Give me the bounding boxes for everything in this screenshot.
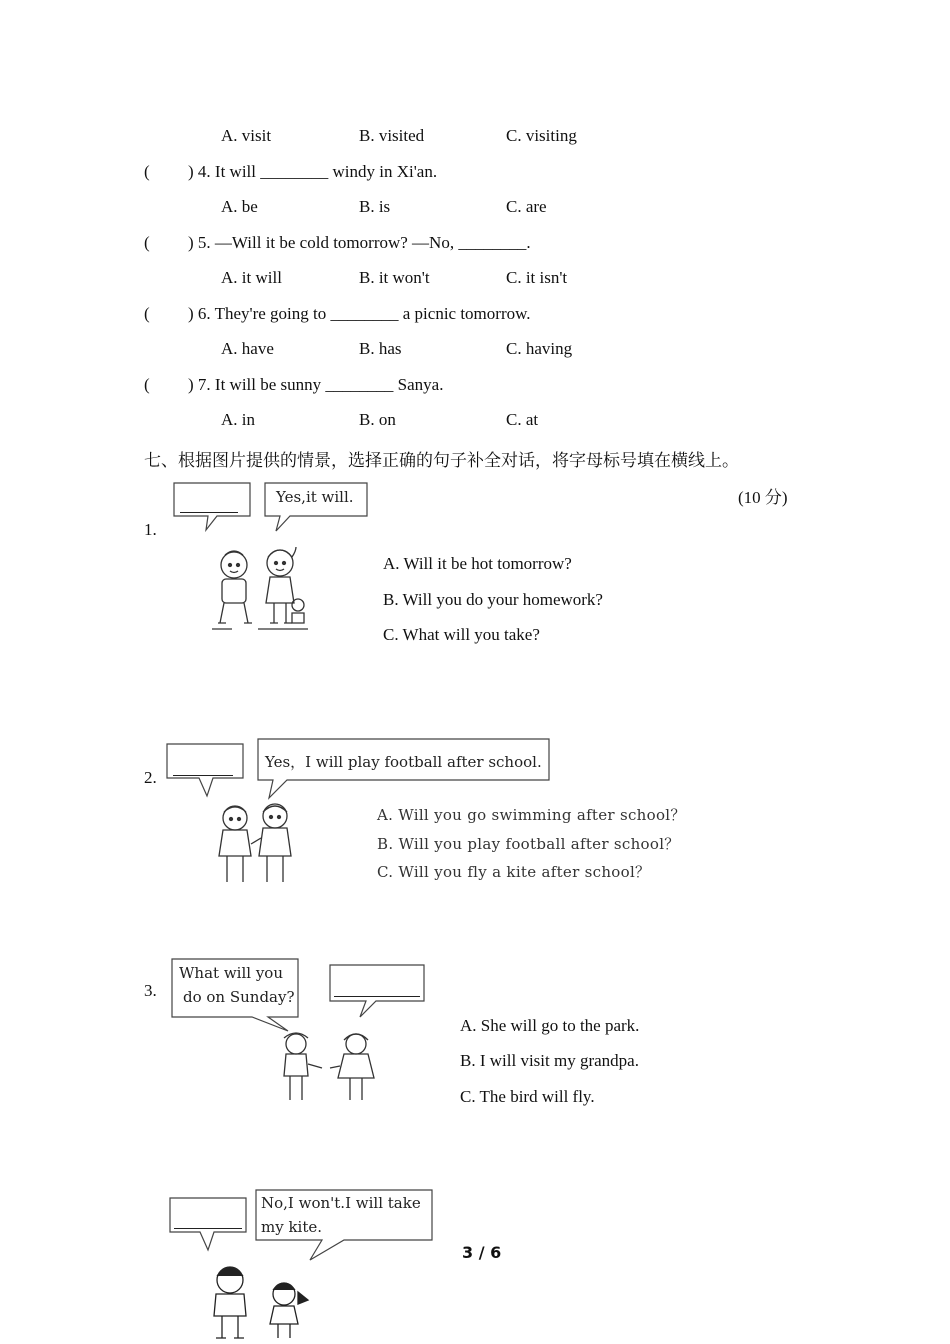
q4-paren: ( <box>144 162 150 181</box>
q7-option-a: A. in <box>221 410 255 429</box>
q5-option-a: A. it will <box>221 268 282 287</box>
q6-stem: ) 6. They're going to ________ a picnic tomorrow. <box>188 304 531 323</box>
section-title: 七、根据图片提供的情景，选择正确的句子补全对话，将字母标号填在横线上。 <box>144 451 739 470</box>
item1-option-a: A. Will it be hot tomorrow? <box>383 554 572 573</box>
item3-answer-blank[interactable] <box>334 996 420 997</box>
item3-option-a: A. She will go to the park. <box>460 1016 640 1035</box>
q3-option-b: B. visited <box>359 126 425 145</box>
item2-option-c: C. Will you fly a kite after school？ <box>377 863 651 881</box>
q5-paren: ( <box>144 233 150 252</box>
q4-stem: ) 4. It will ________ windy in Xi'an. <box>188 162 438 181</box>
q4-option-a: A. be <box>221 197 258 216</box>
boys-talking-icon <box>215 800 297 888</box>
q4-option-b: B. is <box>359 197 391 216</box>
item2-bubble-text: Yes，I will play football after school. <box>265 753 542 771</box>
item3-bubble-line2: do on Sunday? <box>183 988 295 1006</box>
q7-paren: ( <box>144 375 150 394</box>
q6-option-b: B. has <box>359 339 402 358</box>
item1-answer-blank[interactable] <box>180 512 238 513</box>
q4-option-c: C. are <box>506 197 547 216</box>
q3-option-c: C. visiting <box>506 126 577 145</box>
q3-option-a: A. visit <box>221 126 272 145</box>
q6-paren: ( <box>144 304 150 323</box>
q6-option-a: A. have <box>221 339 274 358</box>
q7-option-c: C. at <box>506 410 539 429</box>
item3-bubble-line1: What will you <box>179 964 283 982</box>
page-number: 3 / 6 <box>462 1243 502 1262</box>
girls-talking-icon <box>274 1030 382 1104</box>
children-walking-icon <box>208 543 310 633</box>
item2-option-b: B. Will you play football after school？ <box>377 835 680 853</box>
q7-stem: ) 7. It will be sunny ________ Sanya. <box>188 375 444 394</box>
boy-and-girl-icon <box>204 1262 320 1342</box>
q7-option-b: B. on <box>359 410 396 429</box>
item4-bubble-line1: No,I won't.I will take <box>261 1194 421 1212</box>
item2-number: 2. <box>144 768 157 787</box>
q5-option-c: C. it isn't <box>506 268 568 287</box>
item3-number: 3. <box>144 981 157 1000</box>
item1-number: 1. <box>144 520 157 539</box>
item1-option-b: B. Will you do your homework? <box>383 590 603 609</box>
q5-option-b: B. it won't <box>359 268 430 287</box>
item1-bubble-text: Yes,it will. <box>276 488 354 506</box>
item3-option-b: B. I will visit my grandpa. <box>460 1051 639 1070</box>
item2-option-a: A. Will you go swimming after school？ <box>377 806 686 824</box>
item2-answer-blank[interactable] <box>173 775 233 776</box>
item4-bubble-line2: my kite. <box>261 1218 323 1236</box>
item4-answer-blank[interactable] <box>174 1228 242 1229</box>
q5-stem: ) 5. —Will it be cold tomorrow? —No, ________. <box>188 233 531 252</box>
item1-option-c: C. What will you take? <box>383 625 540 644</box>
section-score: (10 分) <box>738 488 788 507</box>
item3-option-c: C. The bird will fly. <box>460 1087 595 1106</box>
q6-option-c: C. having <box>506 339 573 358</box>
